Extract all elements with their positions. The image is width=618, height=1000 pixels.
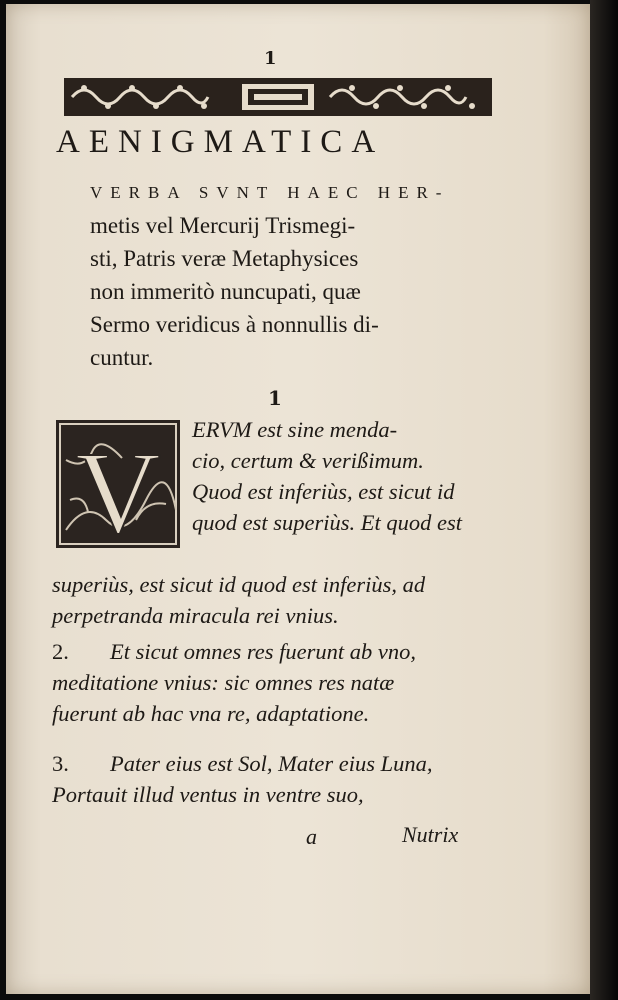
page-edge-shadow [590,0,618,1000]
paragraph-3 [52,748,492,810]
text-line: Portauit illud ventus in ventre suo, [52,782,364,807]
text-line: cio, certum & verißimum. [192,448,424,473]
text-line [52,636,492,667]
paragraph-2 [52,636,492,729]
text-line: ERVM est sine menda- [192,417,398,442]
text-line [52,748,492,779]
text-line: meditatione vnius: sic omnes res natæ [52,670,395,695]
intro-line: metis vel Mercurij Trismegi- [90,213,356,238]
intro-line: non immeritò nuncupati, quæ [90,279,361,304]
intro-line: VERBA SVNT HAEC HER- [90,183,450,202]
intro-line: Sermo veridicus à nonnullis di- [90,312,379,337]
catchword: Nutrix [402,822,459,847]
paragraph-number: 3. [52,751,69,776]
page-number: 1 [264,48,277,69]
text-line: perpetranda miracula rei vnius. [52,603,339,628]
section-number: 1 [268,386,282,410]
text-line: fuerunt ab hac vna re, adaptatione. [52,701,370,726]
decorated-initial-v [56,420,180,548]
title: AENIGMATICA [56,124,385,160]
text-line: quod est superiùs. Et quod est [192,510,462,535]
book-page [6,4,590,994]
initial-letter: V [75,427,161,548]
paragraph-1-continued [52,569,492,631]
text-line: Quod est inferiùs, est sicut id [192,479,455,504]
paragraph-1-beside-initial [192,414,492,538]
ornamental-headpiece [64,78,492,116]
intro-line: sti, Patris veræ Metaphysices [90,246,359,271]
intro-line: cuntur. [90,345,154,370]
signature-mark: a [306,824,317,849]
text-line-content: Pater eius est Sol, Mater eius Luna, [110,751,433,776]
paragraph-number: 2. [52,639,69,664]
intro-text [90,176,492,374]
text-line-content: Et sicut omnes res fuerunt ab vno, [110,639,417,664]
text-line: superiùs, est sicut id quod est inferiùs, ad [52,572,426,597]
